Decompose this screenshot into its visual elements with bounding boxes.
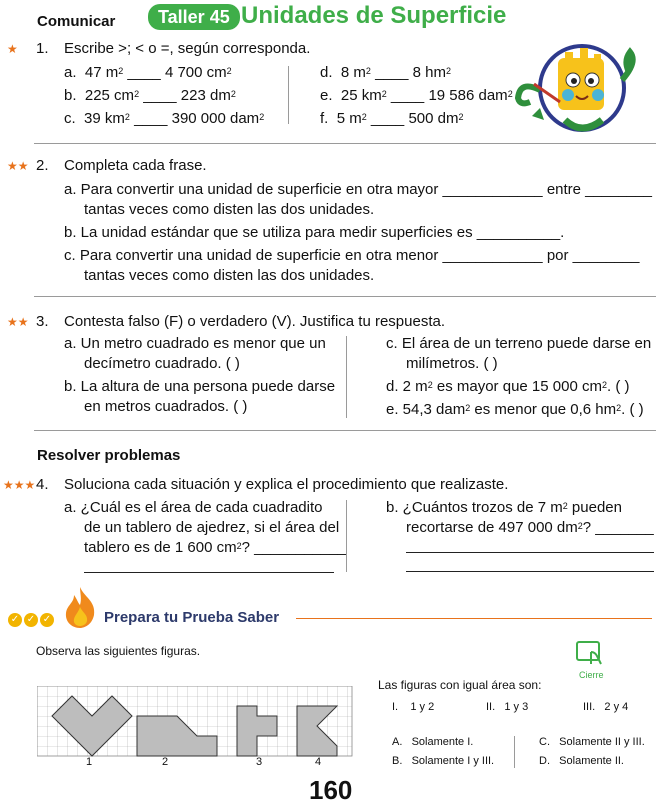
- figure-label: 1: [86, 756, 93, 768]
- true-false-item: en metros cuadrados. ( ): [84, 398, 248, 415]
- question-number: 2.: [36, 157, 49, 174]
- fill-sentence: tantas veces como disten las dos unidades.: [84, 201, 375, 218]
- question-text: Las figuras con igual área son:: [378, 678, 542, 692]
- taller-badge: Taller 45: [148, 4, 240, 30]
- comparison-item: b. 225 $cm^2$ ____ 223 $dm^2$: [64, 87, 236, 104]
- question-prompt: Soluciona cada situación y explica el procedimiento que realizaste.: [64, 476, 509, 493]
- question-number: 1.: [36, 40, 49, 57]
- true-false-item: b. La altura de una persona puede darse: [64, 378, 336, 395]
- difficulty-stars: ★: [7, 42, 18, 56]
- comparison-item: c. 39 $km^2$ ____ 390 000 dam$^2$: [64, 110, 265, 127]
- saber-title: Prepara tu Prueba Saber: [104, 609, 280, 626]
- fill-sentence: b. La unidad estándar que se utiliza para medir superficies es __________.: [64, 224, 565, 241]
- figure-label: 3: [256, 756, 263, 768]
- answer-option-d[interactable]: D. Solamente II.: [539, 755, 624, 767]
- problem-text: tablero es de 1 600 $cm^2$? ___________: [84, 539, 346, 556]
- difficulty-stars: ★★: [7, 159, 29, 173]
- page-title: Unidades de Superficie: [241, 2, 507, 29]
- roman-option: III. 2 y 4: [583, 701, 629, 713]
- true-false-item: d. 2 $m^2$ es mayor que 15 000 $cm^2$. ( ): [386, 378, 630, 395]
- true-false-item: milímetros. ( ): [406, 355, 498, 372]
- question-prompt: Escribe >; < o =, según corresponda.: [64, 40, 311, 57]
- fill-sentence: c. Para convertir una unidad de superficie en otra menor ____________ por ________: [64, 247, 640, 264]
- answer-option-a[interactable]: A. Solamente I.: [392, 736, 474, 748]
- true-false-item: e. 54,3 dam$^2$ es menor que 0,6 $hm^2$. ( ): [386, 401, 644, 418]
- figures-grid: [37, 686, 353, 766]
- comparison-item: a. 47 $m^2$ ____ 4 700 $cm^2$: [64, 64, 232, 81]
- column-divider: [288, 66, 289, 124]
- divider: [34, 296, 656, 297]
- true-false-item: decímetro cuadrado. ( ): [84, 355, 240, 372]
- section-label: Comunicar: [37, 13, 116, 30]
- hand-click-icon: [575, 640, 607, 668]
- comparison-item: d. 8 $m^2$ ____ 8 $hm^2$: [320, 64, 451, 81]
- section-label: Resolver problemas: [37, 447, 181, 464]
- true-false-item: c. El área de un terreno puede darse en: [386, 335, 652, 352]
- flame-icon: [62, 585, 98, 629]
- answer-option-b[interactable]: B. Solamente I y III.: [392, 755, 495, 767]
- answer-line[interactable]: [406, 571, 654, 572]
- difficulty-stars: ★★★: [3, 478, 36, 492]
- column-divider: [346, 336, 347, 418]
- difficulty-stars: ★★: [7, 315, 29, 329]
- check-icon: ✓: [24, 613, 38, 627]
- question-prompt: Completa cada frase.: [64, 157, 207, 174]
- comparison-item: e. 25 $km^2$ ____ 19 586 dam$^2$: [320, 87, 513, 104]
- answer-option-c[interactable]: C. Solamente II y III.: [539, 736, 645, 748]
- divider: [34, 430, 656, 431]
- true-false-item: a. Un metro cuadrado es menor que un: [64, 335, 326, 352]
- fill-sentence: a. Para convertir una unidad de superficie en otra mayor ____________ entre ________: [64, 181, 652, 198]
- problem-text: b. ¿Cuántos trozos de 7 $m^2$ pueden: [386, 499, 622, 516]
- figure-label: 4: [315, 756, 322, 768]
- cierre-label: Cierre: [579, 670, 604, 680]
- question-number: 4.: [36, 476, 49, 493]
- divider: [296, 618, 652, 619]
- divider: [34, 143, 656, 144]
- problem-text: de un tablero de ajedrez, si el área del: [84, 519, 340, 536]
- instruction-text: Observa las siguientes figuras.: [36, 644, 201, 658]
- problem-text: recortarse de 497 000 $dm^2$? _______: [406, 519, 654, 536]
- page-number: 160: [309, 775, 353, 805]
- column-divider: [346, 500, 347, 572]
- problem-text: a. ¿Cuál es el área de cada cuadradito: [64, 499, 323, 516]
- figure-label: 2: [162, 756, 169, 768]
- column-divider: [514, 736, 515, 768]
- roman-option: I. 1 y 2: [392, 701, 435, 713]
- answer-line[interactable]: [84, 572, 334, 573]
- roman-option: II. 1 y 3: [486, 701, 529, 713]
- question-number: 3.: [36, 313, 49, 330]
- comparison-item: f. 5 $m^2$ ____ 500 $dm^2$: [320, 110, 464, 127]
- answer-line[interactable]: [406, 552, 654, 553]
- check-icon: ✓: [8, 613, 22, 627]
- mascot-illustration: [510, 40, 645, 140]
- fill-sentence: tantas veces como disten las dos unidades.: [84, 267, 375, 284]
- check-icon: ✓: [40, 613, 54, 627]
- progress-checks: [8, 609, 56, 627]
- question-prompt: Contesta falso (F) o verdadero (V). Justifica tu respuesta.: [64, 313, 445, 330]
